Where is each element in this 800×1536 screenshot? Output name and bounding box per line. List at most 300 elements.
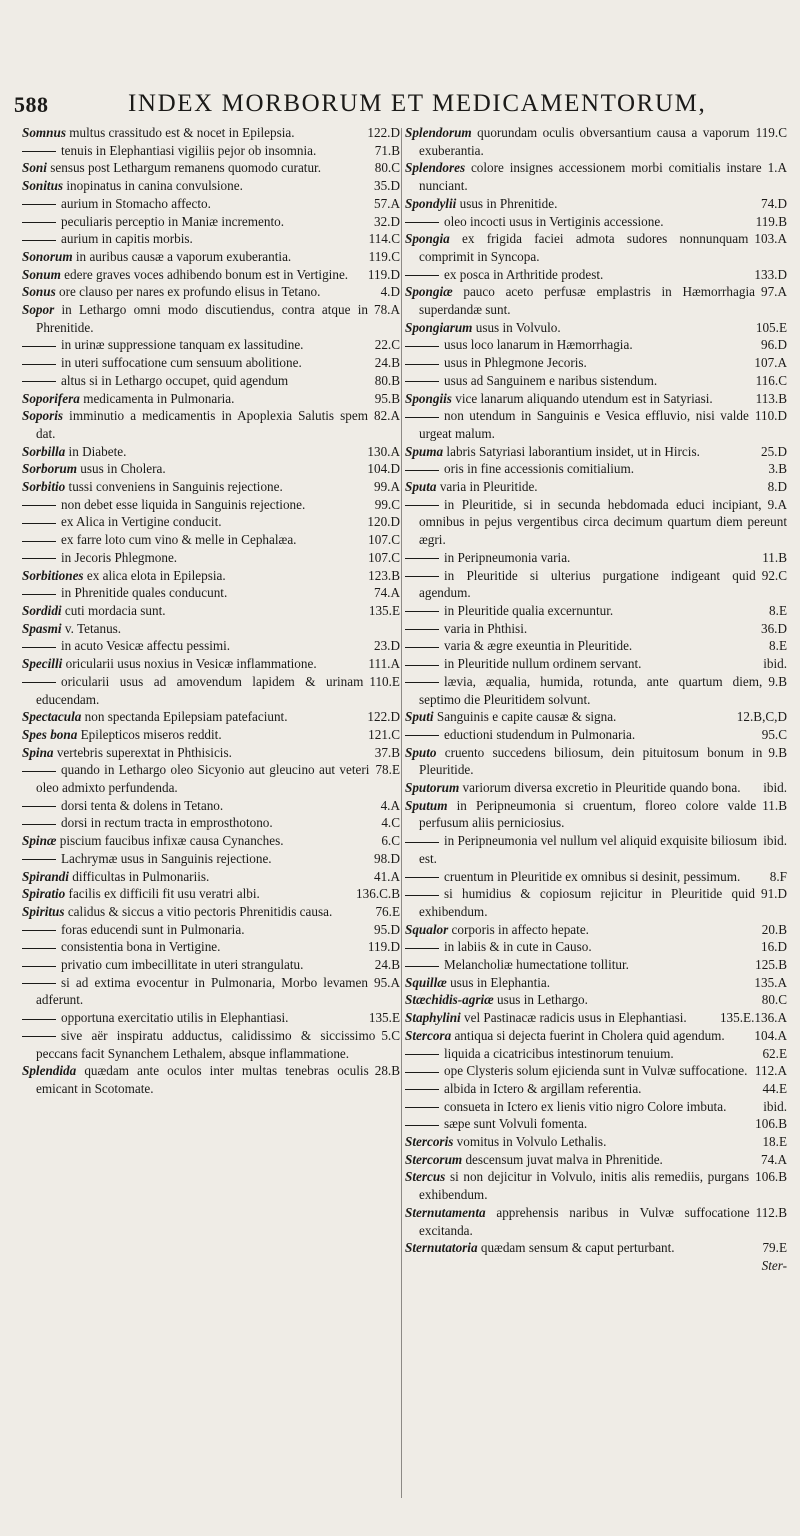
entry-text: non debet esse liquida in Sanguinis rejectione. bbox=[61, 496, 306, 512]
repeat-dash bbox=[405, 470, 439, 471]
page-reference: 114.C bbox=[368, 231, 400, 247]
index-entry bbox=[22, 956, 400, 974]
index-entry bbox=[405, 832, 787, 867]
entry-text: lævia, æqualia, humida, rotunda, ante quartum diem, septimo die Pleuritidem solvunt. bbox=[419, 673, 763, 707]
repeat-dash bbox=[405, 877, 439, 878]
page-reference: 80.C bbox=[374, 160, 400, 176]
index-entry bbox=[22, 549, 400, 567]
entry-text: sensus post Lethargum remanens quomodo curatur. bbox=[50, 160, 322, 176]
index-entry bbox=[22, 513, 400, 531]
page-reference: 24.B bbox=[374, 355, 400, 371]
page-reference: 4.A bbox=[380, 797, 400, 813]
page-reference: 99.C bbox=[374, 496, 400, 512]
page-reference: ibid. bbox=[763, 780, 787, 796]
entry-text: eductioni studendum in Pulmonaria. bbox=[444, 726, 636, 742]
page-reference: 18.E bbox=[762, 1134, 787, 1150]
index-entry bbox=[405, 283, 787, 318]
page-reference: 133.D bbox=[754, 266, 787, 282]
index-entry bbox=[405, 673, 787, 708]
index-entry bbox=[22, 230, 400, 248]
headword: Sonus bbox=[22, 284, 56, 300]
page-reference: 1.A bbox=[767, 160, 787, 176]
index-entry bbox=[405, 443, 787, 461]
index-entry bbox=[22, 301, 400, 336]
index-entry bbox=[405, 744, 787, 779]
page-reference: 95.B bbox=[374, 390, 400, 406]
page-reference: 8.E bbox=[769, 638, 787, 654]
repeat-dash bbox=[405, 417, 439, 418]
repeat-dash bbox=[405, 629, 439, 630]
page-reference: 96.D bbox=[760, 337, 787, 353]
page-reference: 4.C bbox=[381, 815, 400, 831]
repeat-dash bbox=[405, 665, 439, 666]
entry-text: consueta in Ictero ex lienis vitio nigro Colore imbuta. bbox=[444, 1098, 727, 1114]
page-reference: 9.B bbox=[768, 673, 787, 689]
headword: Sordidi bbox=[22, 602, 62, 618]
entry-text: altus si in Lethargo occupet, quid agendum bbox=[61, 372, 289, 388]
page-reference: 76.E bbox=[375, 903, 400, 919]
repeat-dash bbox=[405, 576, 439, 577]
repeat-dash bbox=[22, 930, 56, 931]
index-entry bbox=[22, 1062, 400, 1097]
index-entry bbox=[405, 974, 787, 992]
repeat-dash bbox=[22, 771, 56, 772]
entry-text: privatio cum imbecillitate in uteri strangulatu. bbox=[61, 957, 304, 973]
repeat-dash bbox=[22, 859, 56, 860]
entry-text: si non dejicitur in Volvulo, initis alis remediis, purgans exhibendum. bbox=[419, 1169, 750, 1203]
entry-text: corporis in affecto hepate. bbox=[451, 921, 589, 937]
repeat-dash bbox=[22, 594, 56, 595]
index-entry bbox=[405, 1009, 787, 1027]
headword: Spiratio bbox=[22, 886, 66, 902]
entry-text: facilis ex difficili fit usu veratri albi. bbox=[68, 886, 260, 902]
entry-text: ex posca in Arthritide prodest. bbox=[444, 266, 604, 282]
index-entry bbox=[22, 761, 400, 796]
headword: Stercora bbox=[405, 1027, 452, 1043]
entry-text: pauco aceto perfusæ emplastris in Hæmorrhagia superdandæ sunt. bbox=[419, 284, 755, 318]
page-reference: 9.A bbox=[767, 496, 787, 512]
entry-text: varia in Phthisi. bbox=[444, 620, 528, 636]
index-entry bbox=[405, 708, 787, 726]
entry-text: variorum diversa excretio in Pleuritide quando bona. bbox=[462, 780, 741, 796]
entry-text: in Peripneumonia si cruentum, floreo colore valde perfusum aliis perniciosius. bbox=[419, 797, 757, 831]
index-entry bbox=[22, 372, 400, 390]
index-entry bbox=[405, 938, 787, 956]
entry-text: sive aër inspiratu adductus, calidissimo & siccissimo peccans facit Synanchem Lethalem, absque inflammatione. bbox=[36, 1027, 376, 1061]
headword: Spinæ bbox=[22, 833, 57, 849]
index-entry bbox=[22, 177, 400, 195]
entry-text: opportuna exercitatio utilis in Elephantiasi. bbox=[61, 1010, 289, 1026]
page-reference: 95.C bbox=[761, 726, 787, 742]
entry-text: labris Satyriasi laborantium insidet, ut in Hircis. bbox=[446, 443, 700, 459]
entry-text: in Phrenitide quales conducunt. bbox=[61, 585, 228, 601]
page-reference: 112.B bbox=[755, 1204, 787, 1220]
entry-text: vice lanarum aliquando utendum est in Satyriasi. bbox=[455, 390, 713, 406]
headword: Spondylii bbox=[405, 195, 457, 211]
entry-text: consistentia bona in Vertigine. bbox=[61, 939, 221, 955]
index-entry bbox=[22, 354, 400, 372]
page-reference: 36.D bbox=[760, 620, 787, 636]
index-entry bbox=[22, 814, 400, 832]
entry-text: oris in fine accessionis comitialium. bbox=[444, 461, 635, 477]
page-reference: 23.D bbox=[373, 638, 400, 654]
headword: Soporis bbox=[22, 408, 64, 424]
repeat-dash bbox=[405, 1107, 439, 1108]
headword: Somnus bbox=[22, 125, 66, 140]
page-reference: 5.C bbox=[381, 1027, 400, 1043]
repeat-dash bbox=[405, 611, 439, 612]
entry-text: Melancholiæ humectatione tollitur. bbox=[444, 957, 629, 973]
headword: Spina bbox=[22, 744, 54, 760]
index-entry bbox=[405, 655, 787, 673]
entry-text: piscium faucibus infixæ causa Cynanches. bbox=[59, 833, 284, 849]
entry-text: Epilepticos miseros reddit. bbox=[80, 726, 222, 742]
page-reference: 35.D bbox=[373, 178, 400, 194]
index-entry bbox=[405, 1045, 787, 1063]
page-reference: 99.A bbox=[373, 479, 400, 495]
index-entry bbox=[405, 620, 787, 638]
headword: Spasmi bbox=[22, 620, 62, 636]
page-reference: 106.B bbox=[755, 1116, 787, 1132]
entry-text: sæpe sunt Volvuli fomenta. bbox=[444, 1116, 588, 1132]
page-reference: 106.B bbox=[755, 1169, 787, 1185]
running-title: INDEX MORBORUM ET MEDICAMENTORUM, bbox=[128, 90, 707, 117]
page-reference: 104.A bbox=[754, 1027, 787, 1043]
index-entry bbox=[22, 726, 400, 744]
entry-text: in Pleuritide, si in secunda hebdomada educi incipiant, omnibus in pejus vergentibus circa decimum quartum diem pereunt ægri. bbox=[419, 496, 787, 548]
index-entry bbox=[22, 443, 400, 461]
headword: Spongia bbox=[405, 231, 450, 247]
index-entry bbox=[405, 1080, 787, 1098]
headword: Stercus bbox=[405, 1169, 446, 1185]
index-entry bbox=[22, 868, 400, 886]
index-entry bbox=[405, 407, 787, 442]
index-entry bbox=[22, 655, 400, 673]
page-reference: 119.D bbox=[367, 939, 400, 955]
repeat-dash bbox=[405, 1072, 439, 1073]
right-column bbox=[405, 124, 787, 1275]
entry-text: quando in Lethargo oleo Sicyonio aut gleucino aut veteri oleo admixto perfundenda. bbox=[36, 762, 370, 796]
index-entry bbox=[22, 159, 400, 177]
entry-text: foras educendi sunt in Pulmonaria. bbox=[61, 921, 245, 937]
page-reference: 123.B bbox=[368, 567, 400, 583]
page-reference: 16.D bbox=[760, 939, 787, 955]
entry-text: si ad extima evocentur in Pulmonaria, Morbo levamen adferunt. bbox=[36, 974, 368, 1008]
index-entry bbox=[22, 283, 400, 301]
index-entry bbox=[405, 1115, 787, 1133]
page-reference: 135.A bbox=[754, 974, 787, 990]
entry-text: ex alica elota in Epilepsia. bbox=[86, 567, 226, 583]
headword: Squalor bbox=[405, 921, 449, 937]
headword: Sonum bbox=[22, 266, 61, 282]
repeat-dash bbox=[22, 381, 56, 382]
index-entry bbox=[405, 1204, 787, 1239]
left-column bbox=[22, 124, 400, 1098]
repeat-dash bbox=[22, 806, 56, 807]
entry-text: usus in Elephantia. bbox=[450, 974, 551, 990]
page-reference: 44.E bbox=[762, 1080, 787, 1096]
entry-text: multus crassitudo est & nocet in Epilepsia. bbox=[69, 125, 295, 140]
entry-text: calidus & siccus a vitio pectoris Phrenitidis causa. bbox=[67, 903, 333, 919]
page-reference: 119.D bbox=[367, 266, 400, 282]
index-entry bbox=[22, 336, 400, 354]
index-entry bbox=[22, 620, 400, 638]
entry-text: v. Tetanus. bbox=[64, 620, 122, 636]
index-entry bbox=[405, 991, 787, 1009]
index-entry bbox=[22, 460, 400, 478]
index-entry bbox=[405, 354, 787, 372]
index-entry bbox=[405, 1239, 787, 1257]
repeat-dash bbox=[22, 505, 56, 506]
page-reference: 122.D bbox=[367, 125, 400, 140]
headword: Spongiæ bbox=[405, 284, 453, 300]
page-reference: 125.B bbox=[755, 957, 787, 973]
page-reference: 37.B bbox=[374, 744, 400, 760]
index-entry bbox=[405, 319, 787, 337]
page-reference: 135.E.136.A bbox=[719, 1010, 787, 1026]
repeat-dash bbox=[22, 364, 56, 365]
headword: Sorbilla bbox=[22, 443, 66, 459]
entry-text: descensum juvat malva in Phrenitide. bbox=[465, 1151, 663, 1167]
headword: Soporifera bbox=[22, 390, 80, 406]
headword: Sputorum bbox=[405, 780, 460, 796]
headword: Sternutatoria bbox=[405, 1240, 478, 1256]
index-entry bbox=[22, 708, 400, 726]
headword: Sonorum bbox=[22, 248, 73, 264]
index-entry bbox=[405, 124, 787, 159]
page-reference: 8.D bbox=[767, 479, 787, 495]
page-reference: 97.A bbox=[760, 284, 787, 300]
entry-text: tussi conveniens in Sanguinis rejectione. bbox=[68, 479, 283, 495]
index-entry bbox=[405, 868, 787, 886]
entry-text: cruento succedens biliosum, dein pituitosum bonum in Pleuritide. bbox=[419, 744, 763, 778]
index-entry bbox=[22, 266, 400, 284]
index-entry bbox=[22, 938, 400, 956]
headword: Splendida bbox=[22, 1063, 77, 1079]
entry-text: in urinæ suppressione tanquam ex lassitudine. bbox=[61, 337, 304, 353]
entry-text: non utendum in Sanguinis e Vesica effluvio, nisi valde urgeat malum. bbox=[419, 408, 749, 441]
headword: Spongiis bbox=[405, 390, 452, 406]
page-reference: 121.C bbox=[368, 726, 400, 742]
index-entry bbox=[405, 1133, 787, 1151]
page-reference: 78.A bbox=[373, 302, 400, 318]
index-entry bbox=[405, 885, 787, 920]
column-divider bbox=[401, 128, 402, 1498]
repeat-dash bbox=[22, 222, 56, 223]
index-entry bbox=[22, 1009, 400, 1027]
headword: Sorbitiones bbox=[22, 567, 84, 583]
entry-text: aurium in capitis morbis. bbox=[61, 231, 193, 247]
page-reference: 135.E bbox=[368, 1010, 400, 1026]
page-reference: 116.C bbox=[755, 372, 787, 388]
page-reference: 11.B bbox=[762, 549, 787, 565]
headword: Sputo bbox=[405, 744, 437, 760]
page-reference: 8.F bbox=[769, 868, 787, 884]
page-reference: 104.D bbox=[367, 461, 400, 477]
index-entry bbox=[405, 1027, 787, 1045]
index-entry bbox=[405, 266, 787, 284]
index-entry bbox=[405, 230, 787, 265]
page-reference: 12.B,C,D bbox=[736, 709, 787, 725]
index-entry bbox=[405, 336, 787, 354]
index-entry bbox=[405, 797, 787, 832]
entry-text: medicamenta in Pulmonaria. bbox=[83, 390, 235, 406]
entry-text: edere graves voces adhibendo bonum est in Vertigine. bbox=[64, 266, 349, 282]
index-entry bbox=[22, 496, 400, 514]
index-entry bbox=[22, 885, 400, 903]
entry-text: Sanguinis e capite causæ & signa. bbox=[436, 709, 617, 725]
headword: Squillæ bbox=[405, 974, 447, 990]
page-reference: 95.D bbox=[373, 921, 400, 937]
index-entry bbox=[405, 372, 787, 390]
entry-text: in Jecoris Phlegmone. bbox=[61, 549, 178, 565]
page-reference: 95.A bbox=[373, 974, 400, 990]
index-entry bbox=[22, 407, 400, 442]
repeat-dash bbox=[405, 1054, 439, 1055]
page-reference: 119.B bbox=[755, 213, 787, 229]
headword: Spongiarum bbox=[405, 319, 473, 335]
page-reference: 71.B bbox=[374, 142, 400, 158]
page-reference: 98.D bbox=[373, 850, 400, 866]
page-reference: 130.A bbox=[367, 443, 400, 459]
entry-text: in Pleuritide nullum ordinem servant. bbox=[444, 656, 642, 672]
page-reference: 79.E bbox=[762, 1240, 787, 1256]
page-reference: 107.A bbox=[754, 355, 787, 371]
entry-text: ex farre loto cum vino & melle in Cephalæa. bbox=[61, 532, 297, 548]
repeat-dash bbox=[405, 558, 439, 559]
index-entry bbox=[22, 797, 400, 815]
repeat-dash bbox=[22, 523, 56, 524]
index-entry bbox=[22, 584, 400, 602]
page-reference: 8.E bbox=[769, 602, 787, 618]
entry-text: in acuto Vesicæ affectu pessimi. bbox=[61, 638, 231, 654]
page-reference: 107.C bbox=[368, 549, 400, 565]
entry-text: quorundam oculis obversantium causa a vaporum exuberantia. bbox=[419, 125, 750, 158]
index-entry bbox=[22, 213, 400, 231]
index-entry bbox=[405, 460, 787, 478]
entry-text: in Pleuritide si ulterius purgatione indigeant quid agendum. bbox=[419, 567, 756, 601]
repeat-dash bbox=[405, 381, 439, 382]
page-reference: 28.B bbox=[374, 1063, 400, 1079]
entry-text: usus in Phlegmone Jecoris. bbox=[444, 355, 587, 371]
index-entry bbox=[405, 1098, 787, 1116]
page-reference: 62.E bbox=[762, 1045, 787, 1061]
index-entry bbox=[405, 159, 787, 194]
page-reference: 80.B bbox=[374, 372, 400, 388]
entry-text: ope Clysteris solum ejicienda sunt in Vulvæ suffocatione. bbox=[444, 1063, 748, 1079]
entry-text: in Peripneumonia vel nullum vel aliquid exquisite biliosum est. bbox=[419, 833, 758, 866]
repeat-dash bbox=[405, 505, 439, 506]
headword: Spuma bbox=[405, 443, 444, 459]
repeat-dash bbox=[22, 983, 56, 984]
headword: Sorborum bbox=[22, 461, 77, 477]
repeat-dash bbox=[22, 346, 56, 347]
headword: Stercorum bbox=[405, 1151, 463, 1167]
index-entry bbox=[22, 744, 400, 762]
index-entry bbox=[22, 478, 400, 496]
page-reference: 32.D bbox=[373, 213, 400, 229]
index-entry bbox=[405, 779, 787, 797]
entry-text: tenuis in Elephantiasi vigiliis pejor ob insomnia. bbox=[61, 142, 317, 158]
page-reference: 74.D bbox=[760, 195, 787, 211]
entry-text: ex frigida faciei admota sudores nonnunquam comprimit in Syncopa. bbox=[419, 231, 749, 264]
page-reference: ibid. bbox=[763, 833, 787, 849]
index-entry bbox=[22, 248, 400, 266]
page-reference: 4.D bbox=[380, 284, 400, 300]
repeat-dash bbox=[22, 948, 56, 949]
entry-text: in Diabete. bbox=[68, 443, 127, 459]
headword: Spes bona bbox=[22, 726, 78, 742]
headword: Sputum bbox=[405, 797, 448, 813]
entry-text: dorsi in rectum tracta in emprosthotono. bbox=[61, 815, 273, 831]
headword: Splendorum bbox=[405, 125, 472, 140]
repeat-dash bbox=[405, 895, 439, 896]
headword: Sputi bbox=[405, 709, 434, 725]
page-reference: 9.B bbox=[768, 744, 787, 760]
repeat-dash bbox=[22, 682, 56, 683]
repeat-dash bbox=[405, 1125, 439, 1126]
entry-text: inopinatus in canina convulsione. bbox=[66, 178, 243, 194]
entry-text: vertebris superextat in Phthisicis. bbox=[56, 744, 232, 760]
index-entry bbox=[22, 850, 400, 868]
index-entry bbox=[405, 637, 787, 655]
headword: Staphylini bbox=[405, 1010, 461, 1026]
headword: Splendores bbox=[405, 160, 466, 176]
index-entry bbox=[405, 195, 787, 213]
page-reference: 105.E bbox=[755, 319, 787, 335]
headword: Sonitus bbox=[22, 178, 64, 194]
entry-text: usus loco lanarum in Hæmorrhagia. bbox=[444, 337, 633, 353]
headword: Stæchidis-agriæ bbox=[405, 992, 494, 1008]
page-reference: 3.B bbox=[768, 461, 787, 477]
index-entry bbox=[405, 478, 787, 496]
entry-text: albida in Ictero & argillam referentia. bbox=[444, 1080, 642, 1096]
headword: Sopor bbox=[22, 302, 55, 318]
entry-text: vomitus in Volvulo Lethalis. bbox=[456, 1134, 607, 1150]
entry-text: oricularii usus ad amovendum lapidem & urinam educendam. bbox=[36, 673, 364, 707]
repeat-dash bbox=[22, 541, 56, 542]
index-entry bbox=[405, 1168, 787, 1203]
entry-text: cruentum in Pleuritide ex omnibus si desinit, pessimum. bbox=[444, 868, 741, 884]
entry-text: aurium in Stomacho affecto. bbox=[61, 195, 211, 211]
headword: Sorbitio bbox=[22, 479, 66, 495]
index-entry bbox=[405, 956, 787, 974]
entry-text: oricularii usus noxius in Vesicæ inflammatione. bbox=[65, 656, 317, 672]
headword: Spirandi bbox=[22, 868, 69, 884]
page-reference: 24.B bbox=[374, 957, 400, 973]
page-reference: 111.A bbox=[368, 656, 400, 672]
repeat-dash bbox=[22, 966, 56, 967]
headword: Spectacula bbox=[22, 709, 82, 725]
headword: Soni bbox=[22, 160, 47, 176]
page-reference: 20.B bbox=[761, 921, 787, 937]
page-reference: 107.C bbox=[368, 532, 400, 548]
page-reference: 119.C bbox=[755, 125, 787, 140]
repeat-dash bbox=[405, 842, 439, 843]
index-entry bbox=[22, 832, 400, 850]
repeat-dash bbox=[22, 1036, 56, 1037]
page-reference: ibid. bbox=[763, 656, 787, 672]
repeat-dash bbox=[22, 558, 56, 559]
index-entry bbox=[405, 390, 787, 408]
entry-text: usus ad Sanguinem e naribus sistendum. bbox=[444, 372, 658, 388]
index-entry bbox=[22, 390, 400, 408]
repeat-dash bbox=[22, 824, 56, 825]
index-entry bbox=[22, 974, 400, 1009]
repeat-dash bbox=[405, 275, 439, 276]
index-entry bbox=[405, 1151, 787, 1169]
page-reference: 80.C bbox=[761, 992, 787, 1008]
